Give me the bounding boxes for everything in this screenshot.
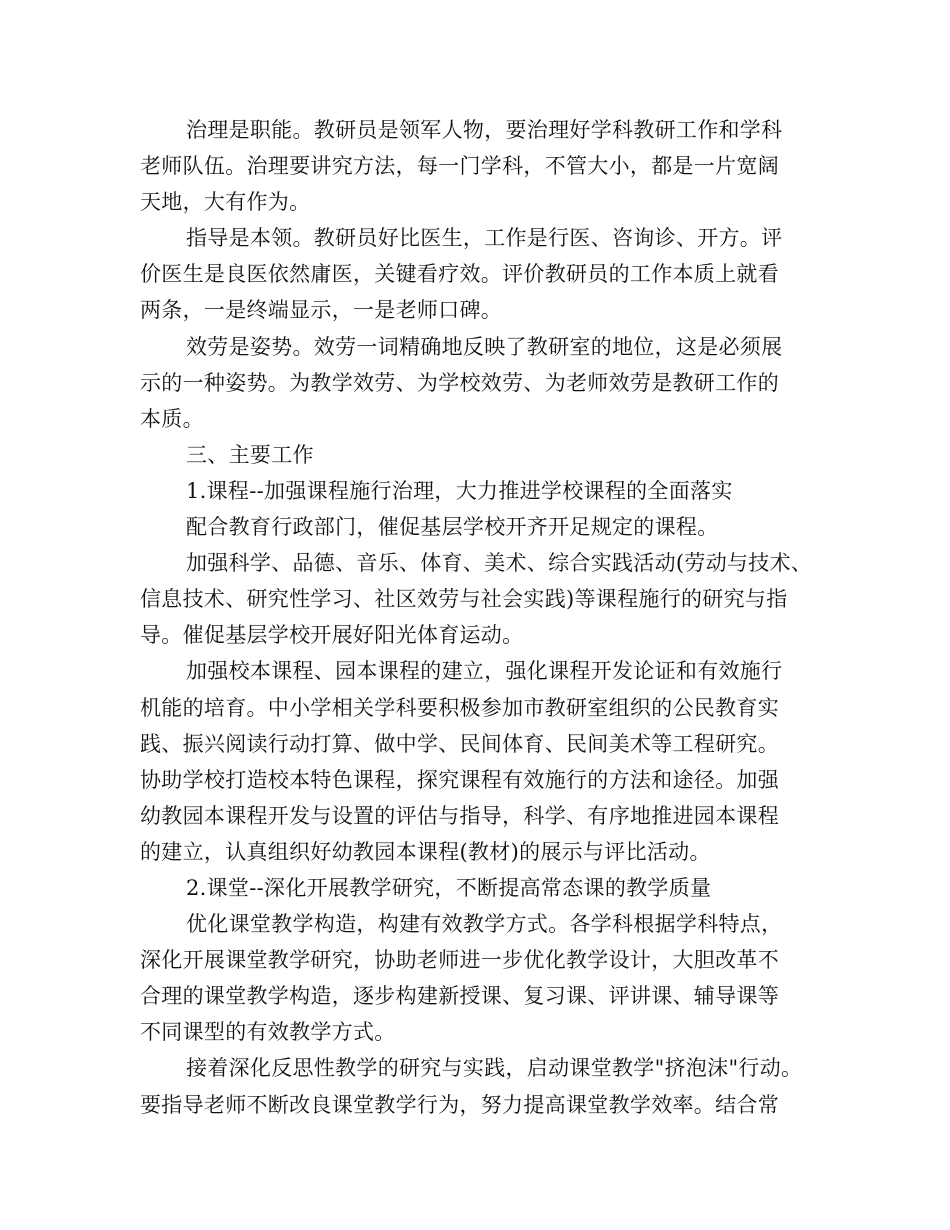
text-line: 本质。 [140,406,204,431]
text-line: 不同课型的有效教学方式。 [140,1020,396,1045]
text-line: 示的一种姿势。为教学效劳、为学校效劳、为老师效劳是教研工作的 [140,370,779,395]
text-line: 深化开展课堂教学研究，协助老师进一步优化教学设计，大胆改革不 [140,948,779,973]
text-line: 协助学校打造校本特色课程，探究课程有效施行的方法和途径。加强 [140,767,779,792]
text-line: 导。催促基层学校开展好阳光体育运动。 [140,623,524,648]
text-line: 两条，一是终端显示，一是老师口碑。 [140,298,503,323]
text-line: 配合教育行政部门，催促基层学校开齐开足规定的课程。 [186,515,719,540]
text-line: 老师队伍。治理要讲究方法，每一门学科，不管大小，都是一片宽阔 [140,154,779,179]
text-line: 合理的课堂教学构造，逐步构建新授课、复习课、评讲课、辅导课等 [140,984,779,1009]
subsection-heading: 1.课程--加强课程施行治理，大力推进学校课程的全面落实 [186,478,733,503]
text-line: 效劳是姿势。效劳一词精确地反映了教研室的地位，这是必须展 [186,334,783,359]
text-line: 指导是本领。教研员好比医生，工作是行医、咨询诊、开方。评 [186,226,783,251]
text-line: 加强科学、品德、音乐、体育、美术、综合实践活动(劳动与技术、 [186,551,813,576]
text-line: 优化课堂教学构造，构建有效教学方式。各学科根据学科特点， [186,912,783,937]
text-line: 治理是职能。教研员是领军人物，要治理好学科教研工作和学科 [186,118,783,142]
document-body [140,112,820,1123]
text-line: 要指导老师不断改良课堂教学行为，努力提高课堂教学效率。结合常 [140,1092,779,1117]
text-line: 的建立，认真组织好幼教园本课程(教材)的展示与评比活动。 [140,839,711,864]
text-line: 接着深化反思性教学的研究与实践，启动课堂教学"挤泡沫"行动。 [186,1056,803,1081]
text-line: 加强校本课程、园本课程的建立，强化课程开发论证和有效施行 [186,659,783,684]
text-line: 机能的培育。中小学相关学科要积极参加市教研室组织的公民教育实 [140,695,779,720]
text-line: 信息技术、研究性学习、社区效劳与社会实践)等课程施行的研究与指 [140,587,788,612]
subsection-heading: 2.课堂--深化开展教学研究，不断提高常态课的教学质量 [186,875,712,900]
text-line: 天地，大有作为。 [140,190,311,215]
text-line: 价医生是良医依然庸医，关键看疗效。评价教研员的工作本质上就看 [140,262,779,287]
text-line: 践、振兴阅读行动打算、做中学、民间体育、民间美术等工程研究。 [140,731,779,756]
section-heading: 三、主要工作 [186,442,314,467]
text-line: 幼教园本课程开发与设置的评估与指导，科学、有序地推进园本课程 [140,803,779,828]
